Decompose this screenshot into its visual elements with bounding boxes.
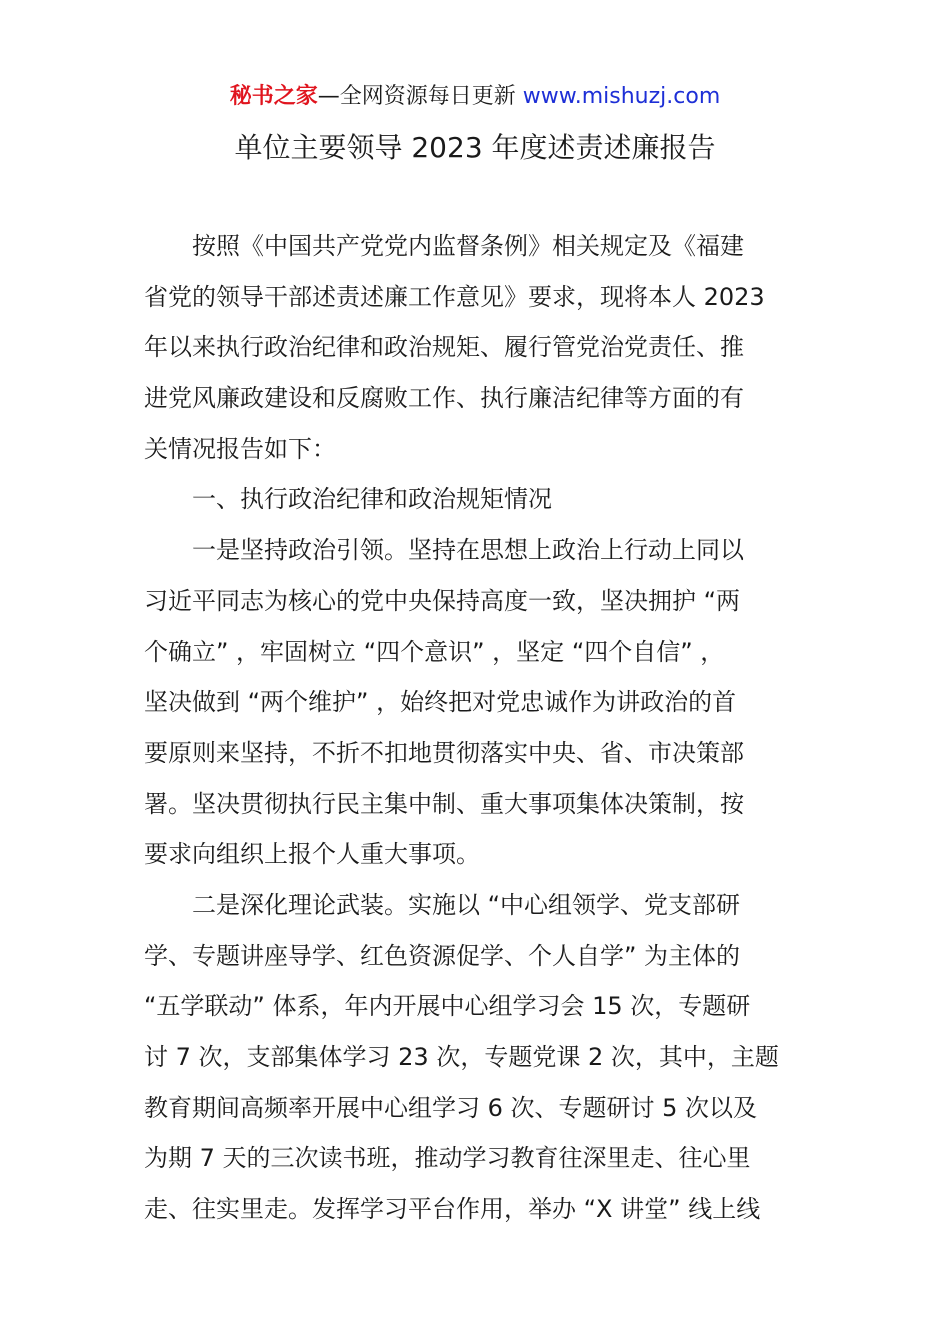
paragraph-line: 按照《中国共产党党内监督条例》相关规定及《福建 xyxy=(192,232,744,260)
paragraph-line: 坚决做到 “两个维护” ，始终把对党忠诚作为讲政治的首 xyxy=(144,688,737,717)
site-url-link[interactable]: www.mishuzj.com xyxy=(522,84,721,109)
paragraph-line: 关情况报告如下： xyxy=(144,434,336,463)
paragraph-line: 要原则来坚持，不折不扣地贯彻落实中央、省、市决策部 xyxy=(144,738,744,767)
paragraph-line: 走、往实里走。发挥学习平台作用，举办 “X 讲堂” 线上线 xyxy=(144,1195,761,1224)
paragraph-line: 学、专题讲座导学、红色资源促学、个人自学” 为主体的 xyxy=(144,941,741,970)
brand-name: 秘书之家 xyxy=(229,84,318,109)
paragraph-line: 要求向组织上报个人重大事项。 xyxy=(144,840,480,869)
paragraph-line: 一是坚持政治引领。坚持在思想上政治上行动上同以 xyxy=(192,536,744,565)
paragraph-line: 署。坚决贯彻执行民主集中制、重大事项集体决策制，按 xyxy=(144,789,744,818)
paragraph-line: 省党的领导干部述责述廉工作意见》要求，现将本人 2023 xyxy=(144,282,765,311)
paragraph-line: 个确立” ，牢固树立 “四个意识” ，坚定 “四个自信” ， xyxy=(144,637,725,666)
paragraph-line: “五学联动” 体系，年内开展中心组学习会 15 次，专题研 xyxy=(144,992,751,1021)
paragraph-line: 教育期间高频率开展中心组学习 6 次、专题研讨 5 次以及 xyxy=(144,1093,758,1122)
paragraph-line: 习近平同志为核心的党中央保持高度一致，坚决拥护 “两 xyxy=(144,586,741,615)
paragraph-line: 年以来执行政治纪律和政治规矩、履行管党治党责任、推 xyxy=(144,333,744,362)
section-heading: 一、执行政治纪律和政治规矩情况 xyxy=(192,485,552,514)
document-title: 单位主要领导 2023 年度述责述廉报告 xyxy=(234,131,716,164)
paragraph-line: 二是深化理论武装。实施以 “中心组领学、党支部研 xyxy=(192,890,741,919)
header-tagline: —全网资源每日更新 xyxy=(317,84,523,109)
document-body xyxy=(144,226,808,1240)
site-header xyxy=(0,82,950,112)
paragraph-line: 讨 7 次，支部集体学习 23 次，专题党课 2 次，其中，主题 xyxy=(144,1043,779,1071)
paragraph-line: 进党风廉政建设和反腐败工作、执行廉洁纪律等方面的有 xyxy=(144,384,744,413)
paragraph-line: 为期 7 天的三次读书班，推动学习教育往深里走、往心里 xyxy=(144,1144,751,1173)
